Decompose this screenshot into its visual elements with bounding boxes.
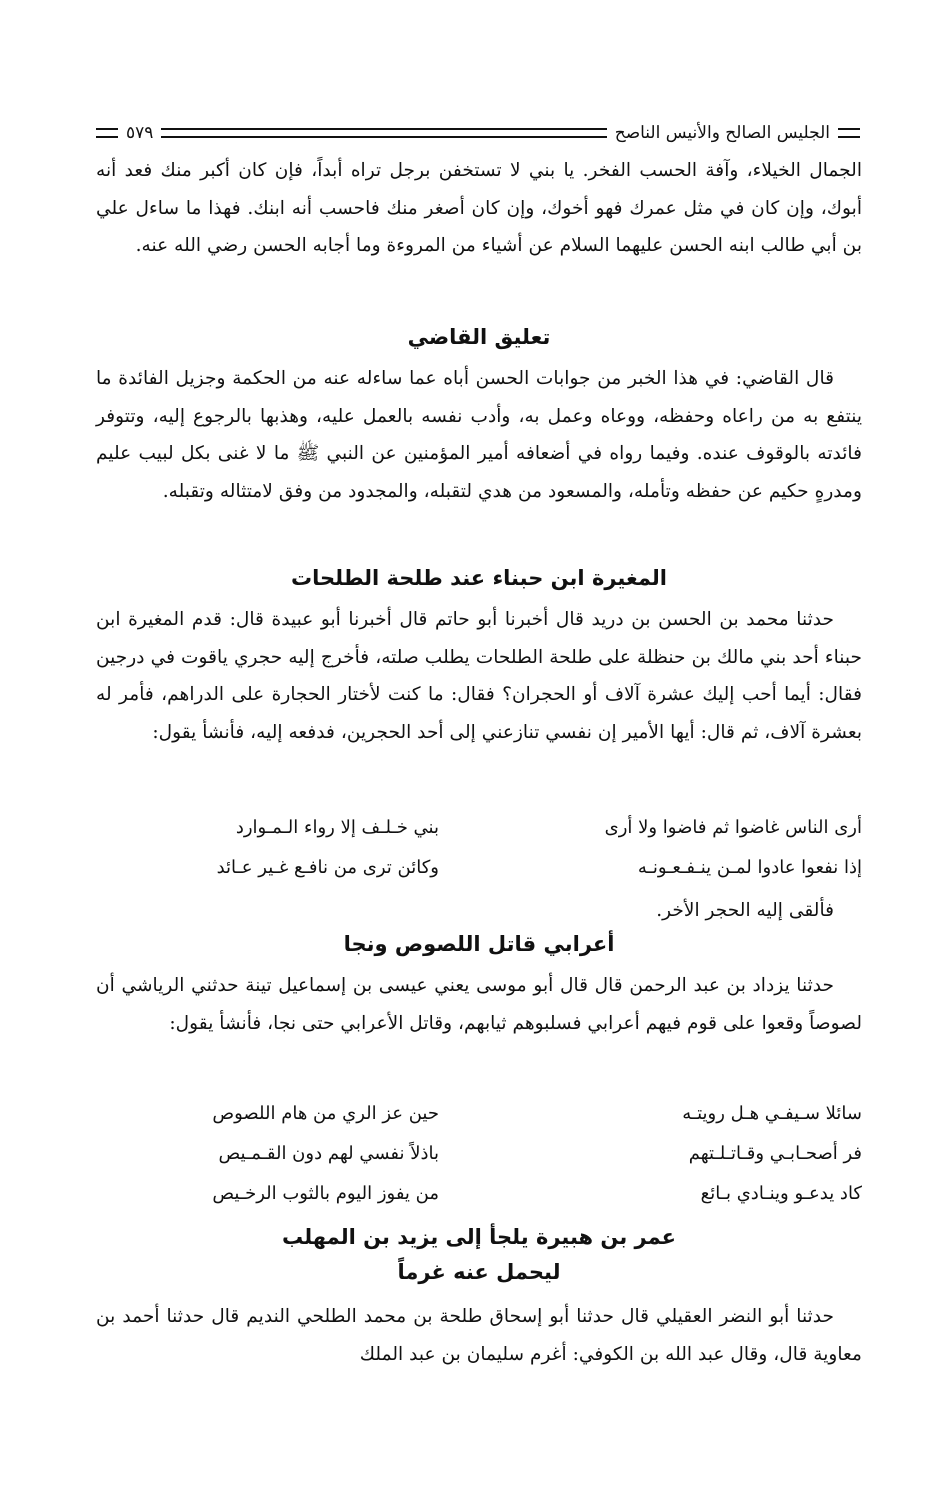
paragraph-bedouin: حدثنا يزداد بن عبد الرحمن قال قال أبو موسى يعني عيسى بن إسماعيل تينة حدثني الرياشي أن لصوصاً وقعوا على قوم فيهم أعرابي فسلبوهم ثيابهم، وقاتل الأعرابي حتى نجا، فأنشأ يقول: xyxy=(96,975,862,1034)
paragraph-hasan-answers: الجمال الخيلاء، وآفة الحسب الفخر. يا بني لا تستخفن برجل تراه أبداً، فإن كان أكبر منك فعد أنه أبوك، وإن كان في مثل عمرك فهو أخوك، وإن كان أصغر منك فاحسب أنه ابنك. فهذا ما ساءل علي بن أبي طالب ابنه الحسن عليهما السلام عن أشياء من المروءة وما أجابه الحسن رضي الله عنه. xyxy=(96,160,862,256)
poem-mughira xyxy=(96,808,862,888)
paragraph-mughira: حدثنا محمد بن الحسن بن دريد قال أخبرنا أبو حاتم قال أخبرنا أبو عبيدة قال: قدم المغيرة ابن حبناء أحد بني مالك بن حنظلة على طلحة الطلحات يطلب صلته، فأخرج إليه حجري ياقوت في درجين فقال: أيما أحب إليك عشرة آلاف أو الحجران؟ فقال: ما كنت لأختار الحجارة على الدراهم، فأمر له بعشرة آلاف، ثم قال: أيها الأمير إن نفسي تنازعني إلى أحد الحجرين، فدفعه إليه، فأنشأ يقول: xyxy=(96,609,862,743)
heading-umar-ibn-hubayra-line2: ليحمل عنه غرماً xyxy=(397,1260,561,1284)
header-rule-left xyxy=(96,128,118,138)
running-header xyxy=(96,118,860,148)
header-rule-right xyxy=(838,128,860,138)
heading-umar-ibn-hubayra: عمر بن هبيرة يلجأ إلى يزيد بن المهلب xyxy=(282,1225,676,1249)
heading-bedouin: أعرابي قاتل اللصوص ونجا xyxy=(343,932,615,956)
paragraph-umar-ibn-hubayra: حدثنا أبو النضر العقيلي قال حدثنا أبو إسحاق طلحة بن محمد الطلحي النديم قال حدثنا أحمد بن معاوية قال، وقال عبد الله بن الكوفي: أغرم سليمان بن عبد الملك xyxy=(96,1306,862,1365)
verse-line xyxy=(96,1094,862,1134)
paragraph-after-poem: فألقى إليه الحجر الأخر. xyxy=(656,900,834,921)
book-title: الجليس الصالح والأنيس الناصح xyxy=(614,123,830,143)
verse-hemistich-second: بني خـلـف إلا رواء الـمـوارد xyxy=(235,817,439,838)
verse-hemistich-second: من يفوز اليوم بالثوب الرخـيص xyxy=(212,1183,439,1204)
verse-line xyxy=(96,848,862,888)
poem-bedouin xyxy=(96,1094,862,1214)
verse-hemistich-first: إذا نفعوا عادوا لمـن ينـفـعـونـه xyxy=(637,857,862,878)
verse-hemistich-second: وكائن ترى من نافـع غـير عـائد xyxy=(216,857,439,878)
heading-mughira: المغيرة ابن حبناء عند طلحة الطلحات xyxy=(291,566,667,590)
header-rule-long xyxy=(161,128,606,138)
verse-hemistich-second: حين عز الري من هام اللصوص xyxy=(212,1103,439,1124)
verse-hemistich-second: باذلاً نفسي لهم دون القـمـيص xyxy=(218,1143,439,1164)
verse-hemistich-first: كاد يدعـو وينـادي بـائع xyxy=(700,1183,862,1204)
verse-line xyxy=(96,808,862,848)
paragraph-judge-comment: قال القاضي: في هذا الخبر من جوابات الحسن أباه عما ساءله عنه من الحكمة وجزيل الفائدة ما ينتفع به من راعاه وحفظه، ووعاه وعمل به، وأدب نفسه بالعمل عليه، وهذبها بالرجوع إليه، وتتوفر فائدته بالوقوف عنده. وفيما رواه في أضعافه أمير المؤمنين عن النبي ﷺ ما لا غنى بكل لبيب عليم ومدرهٍ حكيم عن حفظه وتأمله، والمسعود من هدي لتقبله، والمجدود من وفق لامتثاله وتقبله. xyxy=(96,368,862,502)
verse-hemistich-first: أرى الناس غاضوا ثم فاضوا ولا أرى xyxy=(604,817,862,838)
verse-line xyxy=(96,1134,862,1174)
verse-hemistich-first: سائلا سـيفـي هـل رويتـه xyxy=(682,1103,862,1124)
verse-hemistich-first: فر أصحـابـي وقـاتـلـتهم xyxy=(688,1143,862,1164)
verse-line xyxy=(96,1174,862,1214)
page-number: ٥٧٩ xyxy=(126,123,154,143)
heading-judge-comment: تعليق القاضي xyxy=(407,325,551,349)
